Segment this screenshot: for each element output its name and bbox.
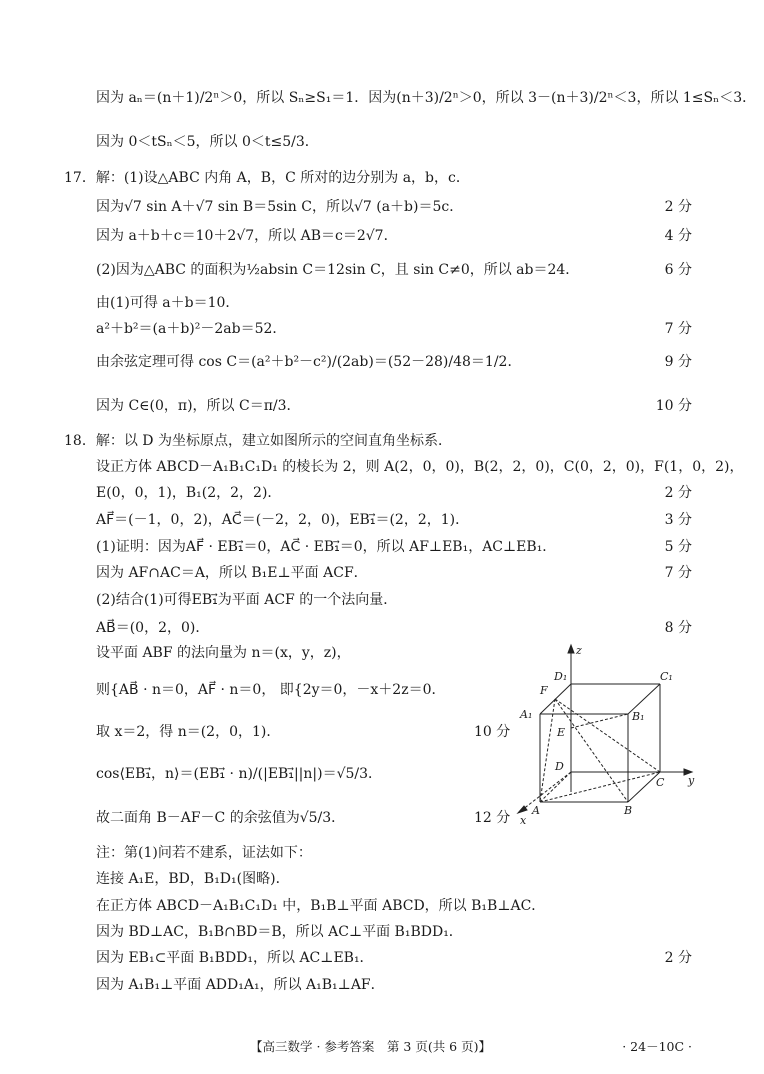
line: 17．解：(1)设△ABC 内角 A，B，C 所对的边分别为 a，b，c． (64, 170, 470, 186)
label-x: x (520, 814, 527, 827)
line: 18．解：以 D 为坐标原点，建立如图所示的空间直角坐标系． (64, 433, 452, 449)
score: 9 分 (664, 354, 692, 370)
line: (2)因为△ABC 的面积为½absin C＝12sin C，且 sin C≠0，所以 ab＝24． (96, 262, 580, 278)
score: 5 分 (664, 539, 692, 555)
line: 故二面角 B－AF－C 的余弦值为√5/3． (96, 810, 346, 826)
line: 注：第(1)问若不建系，证法如下： (96, 845, 312, 861)
label-e: E (557, 726, 566, 739)
line: 因为 BD⊥AC，B₁B∩BD＝B，所以 AC⊥平面 B₁BDD₁． (96, 924, 463, 940)
line: (1)证明：因为AF⃗ · EB₁⃗＝0，AC⃗ · EB₁⃗＝0，所以 AF⊥EB₁，AC⊥EB₁． (96, 539, 557, 555)
line: 在正方体 ABCD－A₁B₁C₁D₁ 中，B₁B⊥平面 ABCD，所以 B₁B⊥AC． (96, 898, 546, 914)
x-axis (522, 772, 571, 810)
line: 设正方体 ABCD－A₁B₁C₁D₁ 的棱长为 2，则 A(2，0，0)，B(2，2，0)，C(0，2，0)，F(1，0，2)， (96, 459, 744, 475)
line: (2)结合(1)可得EB₁⃗为平面 ACF 的一个法向量． (96, 592, 398, 608)
z-arrow (568, 645, 574, 653)
score: 10 分 (655, 398, 692, 414)
line: 因为 AF∩AC＝A，所以 B₁E⊥平面 ACF． (96, 565, 368, 581)
score: 2 分 (664, 199, 692, 215)
line: 因为 a＋b＋c＝10＋2√7，所以 AB＝c＝2√7． (96, 228, 398, 244)
line: 取 x＝2，得 n＝(2，0，1)． (96, 724, 281, 740)
footer-center: 【高三数学 · 参考答案 第 3 页(共 6 页)】 (250, 1039, 491, 1054)
label-a1: A₁ (520, 708, 533, 721)
score: 12 分 (474, 810, 511, 826)
line: E(0，0，1)，B₁(2，2，2)． (96, 485, 282, 501)
line: 设平面 ABF 的法向量为 n＝(x，y，z)， (96, 645, 351, 661)
line: AB⃗＝(0，2，0)． (96, 620, 210, 636)
score: 6 分 (664, 262, 692, 278)
score: 2 分 (664, 485, 692, 501)
score: 8 分 (664, 620, 692, 636)
score: 7 分 (664, 321, 692, 337)
line: 由(1)可得 a＋b＝10． (96, 295, 240, 311)
score: 4 分 (664, 228, 692, 244)
line: 因为 EB₁⊂平面 B₁BDD₁，所以 AC⊥EB₁． (96, 950, 374, 966)
line: a²＋b²＝(a＋b)²－2ab＝52． (96, 321, 287, 337)
line: 因为 0＜tSₙ＜5，所以 0＜t≤5/3． (96, 134, 319, 150)
label-y: y (688, 774, 695, 787)
line: 由余弦定理可得 cos C＝(a²＋b²－c²)/(2ab)＝(52－28)/48＝1/2． (96, 354, 522, 370)
label-a: A (532, 804, 540, 817)
score: 3 分 (664, 512, 692, 528)
line: cos⟨EB₁⃗，n⟩＝(EB₁⃗ · n)/(|EB₁⃗||n|)＝√5/3． (96, 766, 383, 782)
score: 7 分 (664, 565, 692, 581)
line: 因为 aₙ＝(n＋1)/2ⁿ＞0，所以 Sₙ≥S₁＝1．因为(n＋3)/2ⁿ＞0，所以 3－(n＋3)/2ⁿ＜3，所以 1≤Sₙ＜3． (96, 90, 757, 106)
line: 因为 A₁B₁⊥平面 ADD₁A₁，所以 A₁B₁⊥AF． (96, 977, 385, 993)
line: AF⃗＝(－1，0，2)，AC⃗＝(－2，2，0)，EB₁⃗＝(2，2，1)． (96, 512, 470, 528)
label-d1: D₁ (554, 670, 568, 683)
label-b1: B₁ (632, 710, 645, 723)
line: 因为√7 sin A＋√7 sin B＝5sin C，所以√7 (a＋b)＝5c． (96, 199, 464, 215)
label-c: C (656, 776, 665, 789)
label-c1: C₁ (660, 670, 673, 683)
score: 2 分 (664, 950, 692, 966)
footer-right: · 24－10C · (622, 1039, 692, 1054)
label-b: B (624, 804, 633, 817)
label-z: z (576, 644, 582, 657)
label-f: F (540, 684, 548, 697)
line: 因为 C∈(0，π)，所以 C＝π/3． (96, 398, 301, 414)
cube-figure (500, 640, 710, 830)
score: 10 分 (474, 724, 511, 740)
line: 则{AB⃗ · n＝0，AF⃗ · n＝0， 即{2y＝0，－x＋2z＝0． (96, 682, 446, 698)
line: 连接 A₁E，BD，B₁D₁(图略)． (96, 871, 290, 887)
label-d: D (555, 760, 564, 773)
